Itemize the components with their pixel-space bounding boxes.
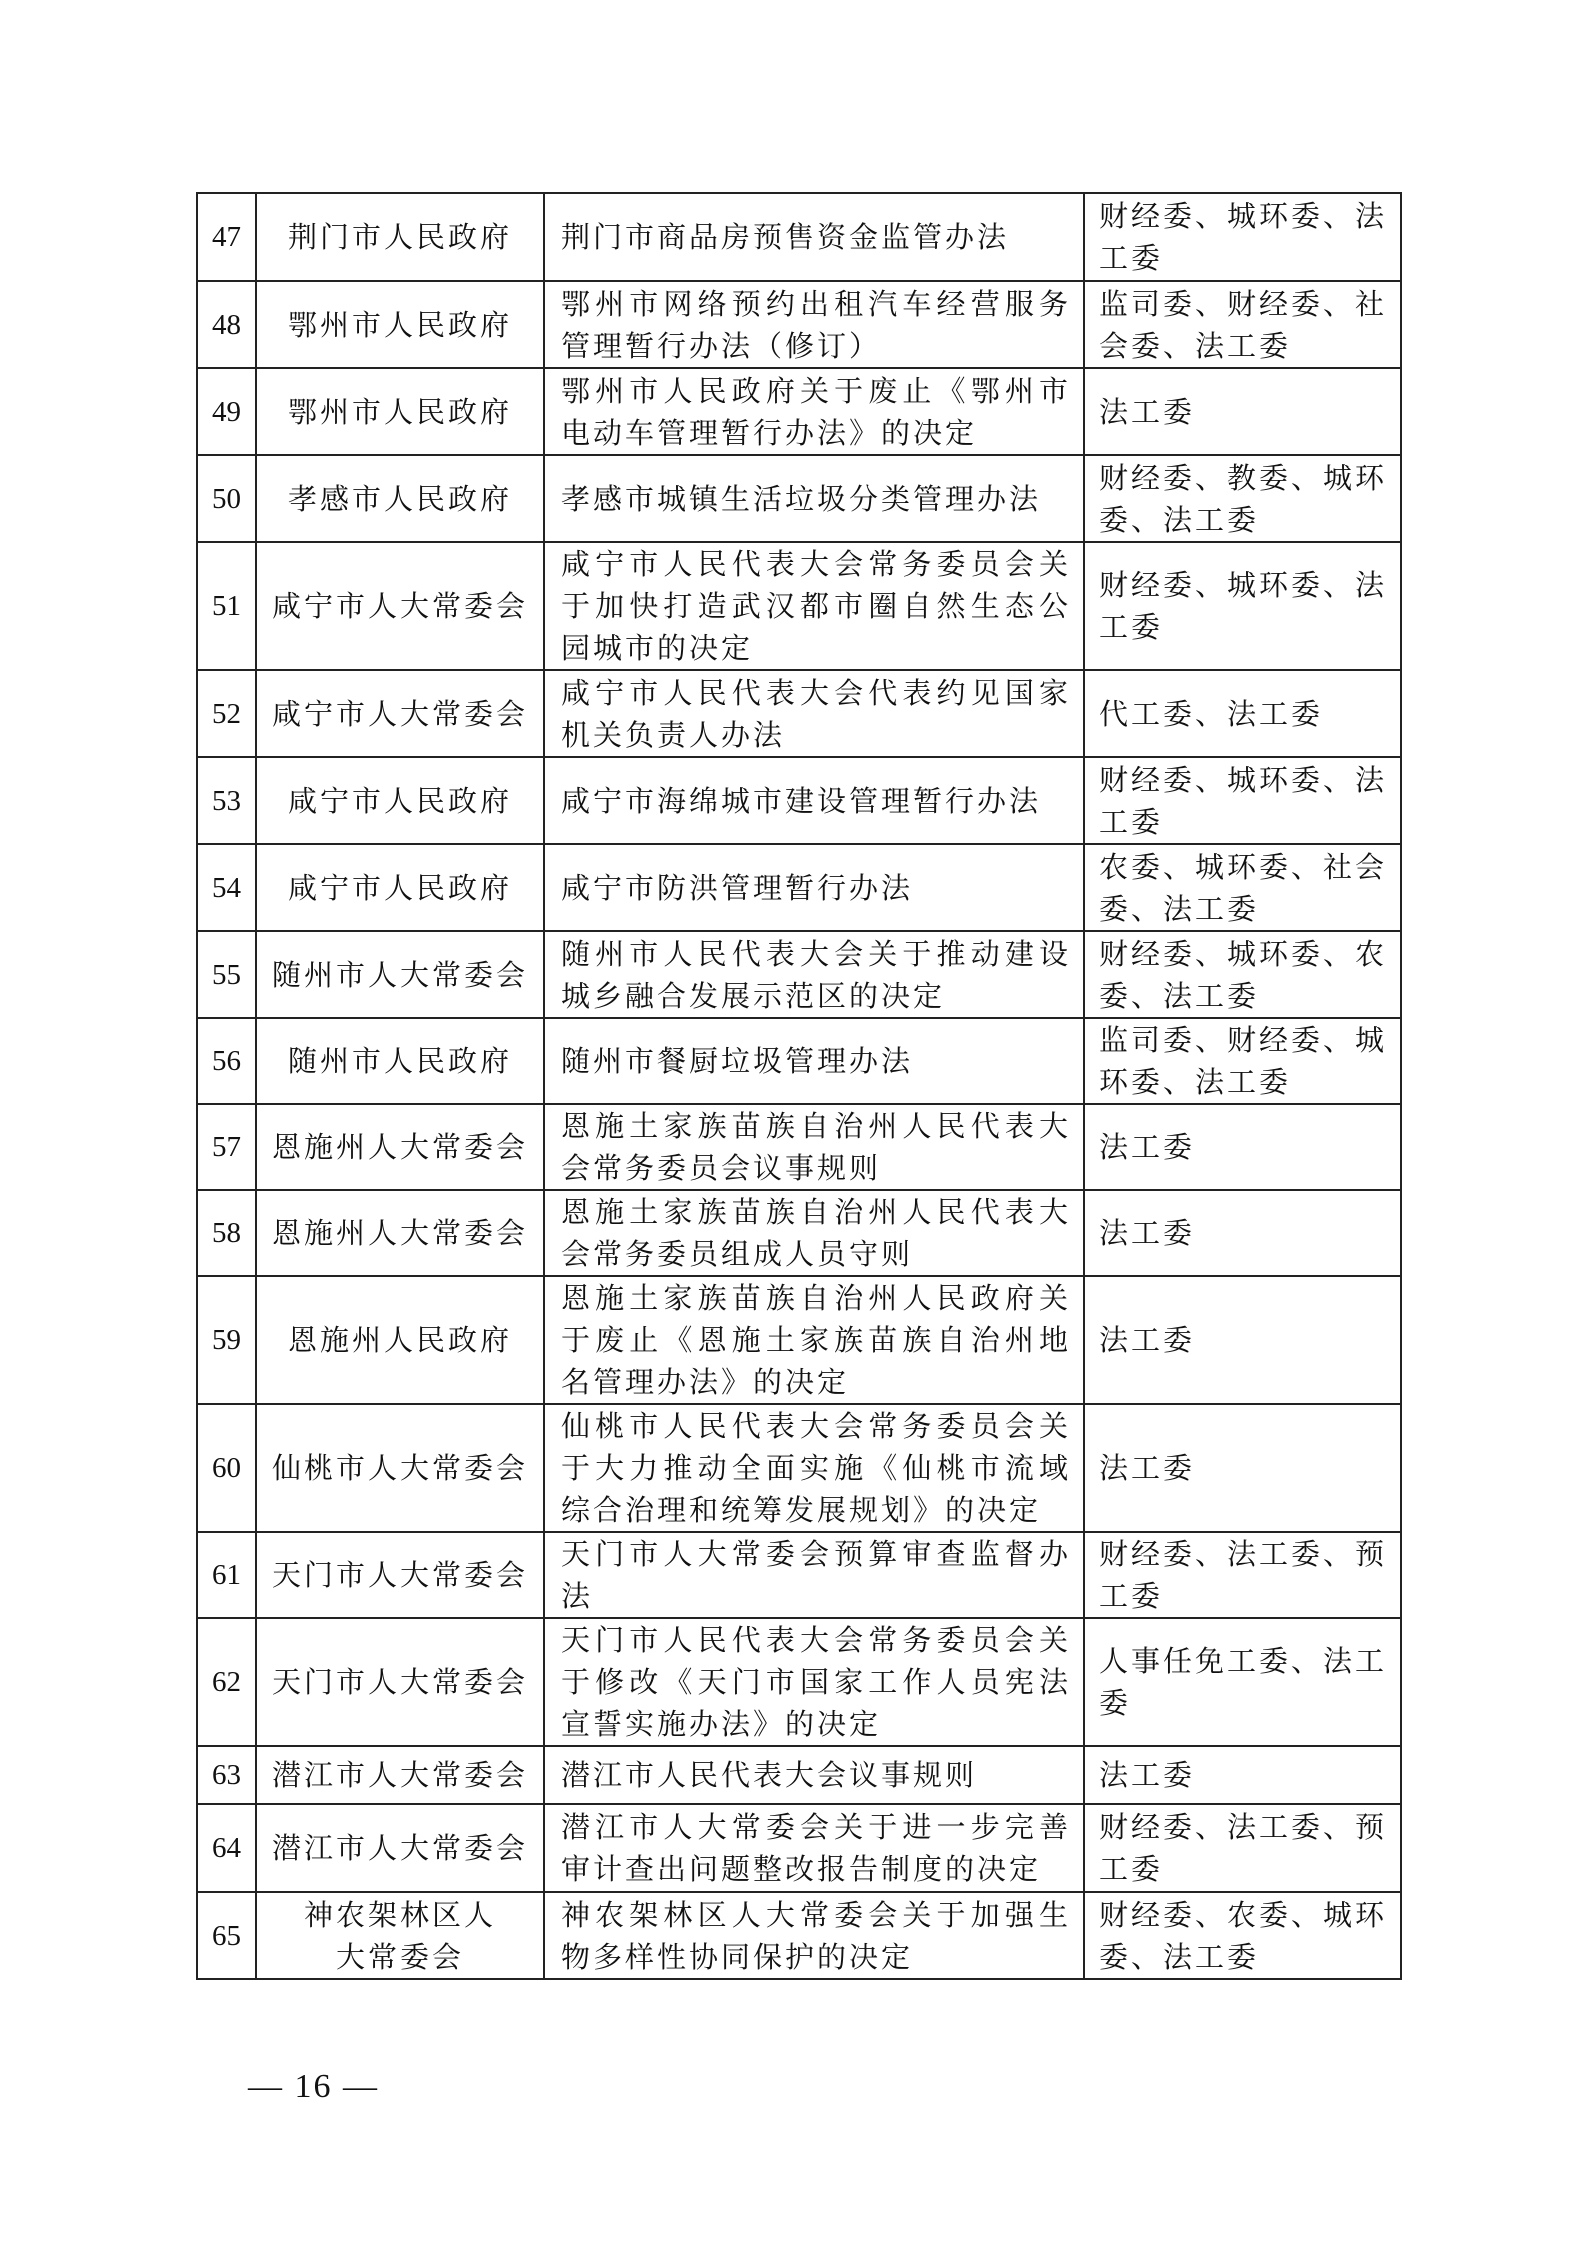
responsible-committees: 财经委、城环委、农委、法工委 xyxy=(1084,931,1401,1018)
responsible-committees: 法工委 xyxy=(1084,1190,1401,1276)
issuing-organ: 恩施州人大常委会 xyxy=(256,1104,544,1190)
issuing-organ: 咸宁市人民政府 xyxy=(256,757,544,844)
responsible-committees: 农委、城环委、社会委、法工委 xyxy=(1084,844,1401,931)
document-title: 恩施土家族苗族自治州人民政府关于废止《恩施土家族苗族自治州地名管理办法》的决定 xyxy=(544,1276,1084,1404)
row-number: 48 xyxy=(197,281,256,368)
table-row xyxy=(197,1276,1401,1404)
issuing-organ: 潜江市人大常委会 xyxy=(256,1804,544,1892)
row-number: 63 xyxy=(197,1746,256,1804)
document-title: 咸宁市海绵城市建设管理暂行办法 xyxy=(544,757,1084,844)
responsible-committees: 财经委、城环委、法工委 xyxy=(1084,193,1401,281)
issuing-organ: 天门市人大常委会 xyxy=(256,1532,544,1618)
responsible-committees: 代工委、法工委 xyxy=(1084,670,1401,757)
row-number: 55 xyxy=(197,931,256,1018)
document-title: 恩施土家族苗族自治州人民代表大会常务委员组成人员守则 xyxy=(544,1190,1084,1276)
table-row xyxy=(197,757,1401,844)
issuing-organ: 荆门市人民政府 xyxy=(256,193,544,281)
issuing-organ: 潜江市人大常委会 xyxy=(256,1746,544,1804)
document-table xyxy=(196,192,1402,1980)
row-number: 60 xyxy=(197,1404,256,1532)
row-number: 54 xyxy=(197,844,256,931)
responsible-committees: 监司委、财经委、社会委、法工委 xyxy=(1084,281,1401,368)
row-number: 56 xyxy=(197,1018,256,1104)
issuing-organ: 恩施州人大常委会 xyxy=(256,1190,544,1276)
issuing-organ: 随州市人大常委会 xyxy=(256,931,544,1018)
table-row xyxy=(197,1892,1401,1979)
document-title: 天门市人大常委会预算审查监督办法 xyxy=(544,1532,1084,1618)
table-row xyxy=(197,368,1401,455)
document-title: 咸宁市人民代表大会代表约见国家机关负责人办法 xyxy=(544,670,1084,757)
row-number: 47 xyxy=(197,193,256,281)
page-number: — 16 — xyxy=(248,2068,379,2105)
issuing-organ: 孝感市人民政府 xyxy=(256,455,544,542)
document-title: 鄂州市网络预约出租汽车经营服务管理暂行办法（修订） xyxy=(544,281,1084,368)
document-title: 潜江市人民代表大会议事规则 xyxy=(544,1746,1084,1804)
row-number: 50 xyxy=(197,455,256,542)
row-number: 61 xyxy=(197,1532,256,1618)
document-title: 咸宁市人民代表大会常务委员会关于加快打造武汉都市圈自然生态公园城市的决定 xyxy=(544,542,1084,670)
document-title: 潜江市人大常委会关于进一步完善审计查出问题整改报告制度的决定 xyxy=(544,1804,1084,1892)
table-row xyxy=(197,281,1401,368)
row-number: 64 xyxy=(197,1804,256,1892)
issuing-organ: 咸宁市人大常委会 xyxy=(256,670,544,757)
table-row xyxy=(197,1404,1401,1532)
row-number: 53 xyxy=(197,757,256,844)
issuing-organ: 咸宁市人民政府 xyxy=(256,844,544,931)
issuing-organ: 鄂州市人民政府 xyxy=(256,281,544,368)
row-number: 49 xyxy=(197,368,256,455)
document-title: 随州市餐厨垃圾管理办法 xyxy=(544,1018,1084,1104)
table-row xyxy=(197,1104,1401,1190)
issuing-organ: 鄂州市人民政府 xyxy=(256,368,544,455)
row-number: 52 xyxy=(197,670,256,757)
document-title: 荆门市商品房预售资金监管办法 xyxy=(544,193,1084,281)
table-row xyxy=(197,542,1401,670)
document-title: 神农架林区人大常委会关于加强生物多样性协同保护的决定 xyxy=(544,1892,1084,1979)
issuing-organ: 咸宁市人大常委会 xyxy=(256,542,544,670)
responsible-committees: 法工委 xyxy=(1084,1404,1401,1532)
responsible-committees: 财经委、法工委、预工委 xyxy=(1084,1532,1401,1618)
document-title: 天门市人民代表大会常务委员会关于修改《天门市国家工作人员宪法宣誓实施办法》的决定 xyxy=(544,1618,1084,1746)
responsible-committees: 财经委、农委、城环委、法工委 xyxy=(1084,1892,1401,1979)
responsible-committees: 财经委、城环委、法工委 xyxy=(1084,542,1401,670)
responsible-committees: 法工委 xyxy=(1084,1276,1401,1404)
responsible-committees: 法工委 xyxy=(1084,1746,1401,1804)
issuing-organ: 仙桃市人大常委会 xyxy=(256,1404,544,1532)
table-row xyxy=(197,1018,1401,1104)
responsible-committees: 人事任免工委、法工委 xyxy=(1084,1618,1401,1746)
responsible-committees: 财经委、教委、城环委、法工委 xyxy=(1084,455,1401,542)
table-row xyxy=(197,193,1401,281)
row-number: 62 xyxy=(197,1618,256,1746)
responsible-committees: 财经委、法工委、预工委 xyxy=(1084,1804,1401,1892)
issuing-organ: 神农架林区人大常委会 xyxy=(256,1892,544,1979)
document-title: 咸宁市防洪管理暂行办法 xyxy=(544,844,1084,931)
responsible-committees: 财经委、城环委、法工委 xyxy=(1084,757,1401,844)
responsible-committees: 监司委、财经委、城环委、法工委 xyxy=(1084,1018,1401,1104)
table-row xyxy=(197,1804,1401,1892)
row-number: 58 xyxy=(197,1190,256,1276)
document-title: 恩施土家族苗族自治州人民代表大会常务委员会议事规则 xyxy=(544,1104,1084,1190)
document-title: 孝感市城镇生活垃圾分类管理办法 xyxy=(544,455,1084,542)
table-row xyxy=(197,1618,1401,1746)
document-title: 仙桃市人民代表大会常务委员会关于大力推动全面实施《仙桃市流域综合治理和统筹发展规划》的决定 xyxy=(544,1404,1084,1532)
table-row xyxy=(197,670,1401,757)
table-row xyxy=(197,455,1401,542)
table-row xyxy=(197,931,1401,1018)
document-title: 鄂州市人民政府关于废止《鄂州市电动车管理暂行办法》的决定 xyxy=(544,368,1084,455)
row-number: 57 xyxy=(197,1104,256,1190)
table-row xyxy=(197,844,1401,931)
table-body xyxy=(197,193,1401,1979)
table-row xyxy=(197,1532,1401,1618)
row-number: 65 xyxy=(197,1892,256,1979)
responsible-committees: 法工委 xyxy=(1084,368,1401,455)
row-number: 51 xyxy=(197,542,256,670)
document-title: 随州市人民代表大会关于推动建设城乡融合发展示范区的决定 xyxy=(544,931,1084,1018)
issuing-organ: 恩施州人民政府 xyxy=(256,1276,544,1404)
responsible-committees: 法工委 xyxy=(1084,1104,1401,1190)
table-row xyxy=(197,1746,1401,1804)
issuing-organ: 天门市人大常委会 xyxy=(256,1618,544,1746)
table-row xyxy=(197,1190,1401,1276)
issuing-organ: 随州市人民政府 xyxy=(256,1018,544,1104)
row-number: 59 xyxy=(197,1276,256,1404)
